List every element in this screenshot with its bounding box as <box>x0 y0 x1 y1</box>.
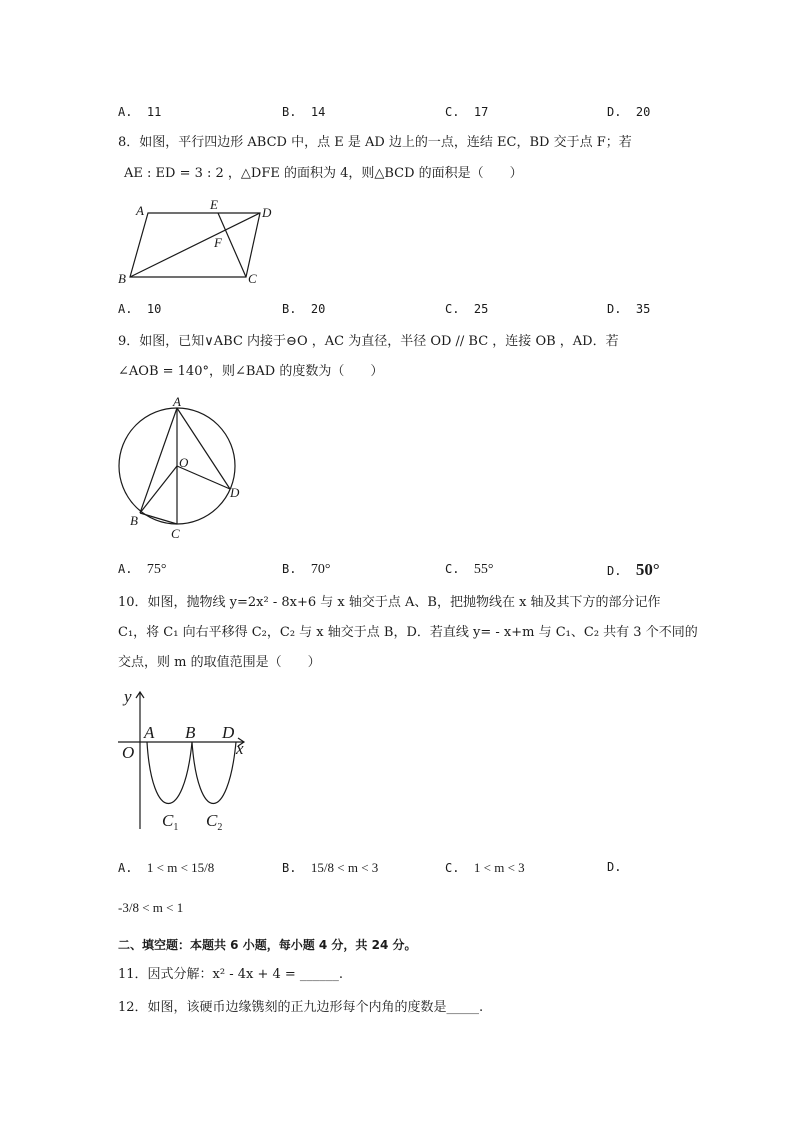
label-b: B <box>185 723 196 742</box>
q12-question: 12．如图，该硬币边缘镌刻的正九边形每个内角的度数是_____. <box>118 1000 484 1015</box>
label-c: C <box>171 526 180 541</box>
label-b: B <box>118 271 126 286</box>
q9-option-c: C. 55° <box>445 562 494 577</box>
q10-option-a: A. 1 < m < 15/8 <box>118 860 215 875</box>
label-a: A <box>173 395 181 409</box>
q10-option-c: C. 1 < m < 3 <box>445 860 525 875</box>
q10-question-line1: 10．如图，抛物线 y=2x² - 8x+6 与 x 轴交于点 A、B，把抛物线在 x 轴及其下方的部分记作 <box>118 595 661 610</box>
q8-question-line2: AE : ED = 3 : 2 ，△DFE 的面积为 4，则△BCD 的面积是（ ） <box>124 166 523 181</box>
q8-question-line1: 8．如图，平行四边形 ABCD 中，点 E 是 AD 边上的一点，连结 EC，BD 交于点 F；若 <box>118 135 632 150</box>
label-d: D <box>222 723 235 742</box>
q10-option-d-text: -3/8 < m < 1 <box>118 900 184 915</box>
q9-option-b: B. 70° <box>282 562 331 577</box>
q10-question-line2: C₁，将 C₁ 向右平移得 C₂，C₂ 与 x 轴交于点 B，D．若直线 y= - x+m 与 C₁、C₂ 共有 3 个不同的 <box>118 625 698 640</box>
parabola-c1 <box>147 742 192 804</box>
radius-ob <box>140 466 177 513</box>
q7-option-a: A. 11 <box>118 105 162 119</box>
label-o: O <box>179 455 189 470</box>
segment-bc <box>140 513 177 524</box>
q8-parallelogram-figure <box>110 195 290 290</box>
q7-option-c: C. 17 <box>445 105 489 119</box>
label-y: y <box>124 687 132 706</box>
q8-option-a: A. 10 <box>118 302 162 316</box>
q9-question-line1: 9．如图，已知∨ABC 内接于⊖O ，AC 为直径，半径 OD // BC ，连接 OB ，AD．若 <box>118 334 619 349</box>
label-c1: $C_1$ <box>162 811 179 833</box>
label-x: x <box>236 739 244 758</box>
parabola-c2 <box>192 742 236 804</box>
label-d: D <box>230 485 240 500</box>
section-2-title: 二、填空题：本题共 6 小题，每小题 4 分，共 24 分。 <box>118 938 417 952</box>
q11-question: 11．因式分解：x² - 4x + 4 = ______. <box>118 967 344 982</box>
q10-parabola-figure <box>112 684 262 839</box>
q9-circle-figure <box>112 395 252 545</box>
q9-question-line2: ∠AOB = 140°，则∠BAD 的度数为（ ） <box>118 364 384 379</box>
q10-option-d-letter: D. <box>607 860 622 874</box>
label-c: C <box>248 271 257 286</box>
label-o: O <box>122 743 135 762</box>
segment-ab <box>140 408 177 513</box>
label-e: E <box>210 197 218 212</box>
q9-option-d: D. 50° <box>607 560 660 579</box>
q8-option-c: C. 25 <box>445 302 489 316</box>
q10-option-b: B. 15/8 < m < 3 <box>282 860 379 875</box>
q7-option-b: B. 14 <box>282 105 326 119</box>
label-f: F <box>214 235 222 250</box>
q9-option-a: A. 75° <box>118 562 167 577</box>
q8-option-d: D. 35 <box>607 302 651 316</box>
diagonal-bd <box>130 213 260 277</box>
label-c2: $C_2$ <box>206 811 223 833</box>
label-b: B <box>130 513 138 528</box>
q7-option-d: D. 20 <box>607 105 651 119</box>
label-d: D <box>262 205 272 220</box>
label-a: A <box>136 203 144 218</box>
label-a: A <box>144 723 155 742</box>
q10-question-line3: 交点，则 m 的取值范围是（ ） <box>118 655 321 670</box>
q8-option-b: B. 20 <box>282 302 326 316</box>
